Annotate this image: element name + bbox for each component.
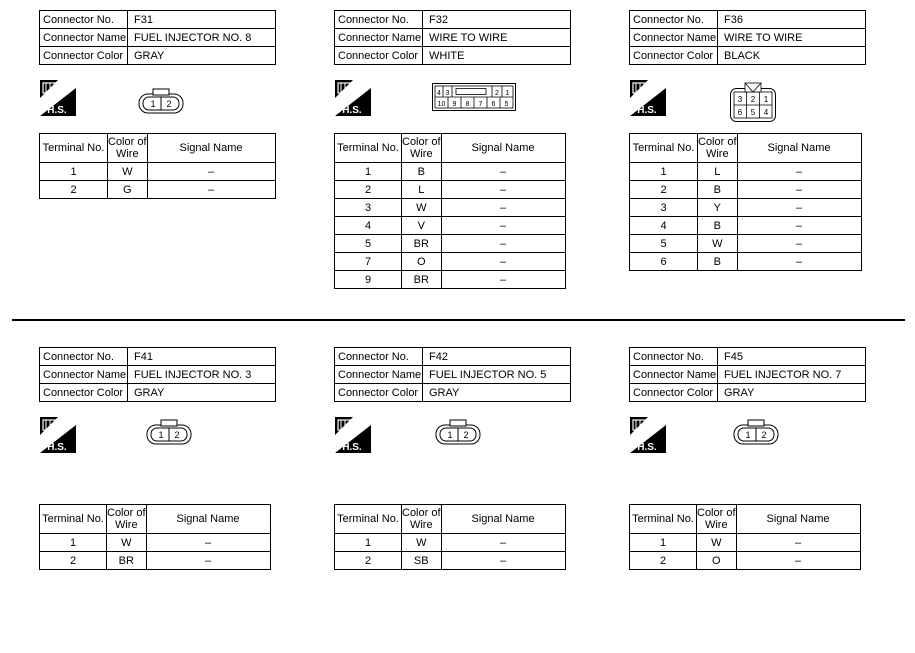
connector-block-f42 xyxy=(334,347,571,402)
table-row: 2 O – xyxy=(630,552,861,570)
connector-info-table xyxy=(39,10,276,65)
terminal-table-block xyxy=(334,133,566,289)
pin-label: 2 xyxy=(750,95,756,104)
hs-badge-text: H.S. xyxy=(47,442,67,453)
connector-name-label: Connector Name xyxy=(335,366,423,384)
terminal-table xyxy=(334,504,566,570)
pin-label: 9 xyxy=(452,101,457,108)
connector-name-value: FUEL INJECTOR NO. 7 xyxy=(718,366,866,384)
pin-label: 2 xyxy=(761,430,767,440)
terminal-table-block xyxy=(629,133,862,271)
terminal-table-block xyxy=(39,133,276,199)
table-row: 6 B – xyxy=(630,253,862,271)
pin-label: 5 xyxy=(750,108,756,117)
color-of-wire-header: Color of Wire xyxy=(402,134,442,163)
color-of-wire-header: Color of Wire xyxy=(402,505,442,534)
connector-no-label: Connector No. xyxy=(335,11,423,29)
terminal-table xyxy=(629,133,862,271)
connector-no-value: F42 xyxy=(423,348,571,366)
table-row: 2 G – xyxy=(40,181,276,199)
pin-label: 2 xyxy=(463,430,469,440)
connector-no-value: F31 xyxy=(128,11,276,29)
connector-face-10pin-icon xyxy=(432,83,516,111)
pin-label: 3 xyxy=(445,90,450,97)
connector-color-label: Connector Color xyxy=(630,384,718,402)
connector-face-6pin-icon xyxy=(730,82,776,122)
table-row: 2 SB – xyxy=(335,552,566,570)
connector-no-label: Connector No. xyxy=(40,11,128,29)
table-row: 1 W – xyxy=(40,534,271,552)
signal-name-header: Signal Name xyxy=(736,505,860,534)
pin-label: 3 xyxy=(737,95,743,104)
terminal-table xyxy=(629,504,861,570)
table-row: 3 W – xyxy=(335,199,566,217)
connector-name-value: FUEL INJECTOR NO. 3 xyxy=(128,366,276,384)
connector-name-label: Connector Name xyxy=(630,29,718,47)
connector-block-f41 xyxy=(39,347,276,402)
terminal-no-header: Terminal No. xyxy=(335,505,402,534)
connector-no-label: Connector No. xyxy=(630,348,718,366)
terminal-no-header: Terminal No. xyxy=(335,134,402,163)
hs-harness-side-icon xyxy=(40,80,76,116)
connector-name-label: Connector Name xyxy=(40,366,128,384)
pin-label: 6 xyxy=(491,101,496,108)
connector-color-label: Connector Color xyxy=(630,47,718,65)
terminal-table xyxy=(39,504,271,570)
pin-label: 1 xyxy=(763,95,769,104)
pin-label: 1 xyxy=(505,90,510,97)
connector-name-label: Connector Name xyxy=(630,366,718,384)
connector-block-f32 xyxy=(334,10,571,65)
connector-block-f31 xyxy=(39,10,276,65)
table-row: 1 W – xyxy=(630,534,861,552)
connector-color-value: GRAY xyxy=(128,47,276,65)
pin-label: 1 xyxy=(150,99,156,109)
connector-name-label: Connector Name xyxy=(40,29,128,47)
terminal-no-header: Terminal No. xyxy=(40,505,107,534)
connector-block-f45 xyxy=(629,347,866,402)
table-row: 4 B – xyxy=(630,217,862,235)
terminal-no-header: Terminal No. xyxy=(630,134,698,163)
signal-name-header: Signal Name xyxy=(441,505,565,534)
connector-color-value: WHITE xyxy=(423,47,571,65)
connector-info-table xyxy=(334,347,571,402)
hs-harness-side-icon xyxy=(335,417,371,453)
connector-face-2pin-icon xyxy=(146,419,192,445)
table-row: 4 V – xyxy=(335,217,566,235)
terminal-table-block xyxy=(334,504,566,570)
color-of-wire-header: Color of Wire xyxy=(697,505,737,534)
color-of-wire-header: Color of Wire xyxy=(107,505,147,534)
connector-color-value: GRAY xyxy=(718,384,866,402)
signal-name-header: Signal Name xyxy=(147,134,275,163)
connector-info-table xyxy=(39,347,276,402)
color-of-wire-header: Color of Wire xyxy=(698,134,738,163)
connector-face-2pin-icon xyxy=(435,419,481,445)
terminal-table xyxy=(39,133,276,199)
connector-color-label: Connector Color xyxy=(40,47,128,65)
pin-label: 10 xyxy=(437,101,446,108)
terminal-no-header: Terminal No. xyxy=(630,505,697,534)
pin-label: 2 xyxy=(166,99,172,109)
connector-color-value: BLACK xyxy=(718,47,866,65)
pin-label: 4 xyxy=(763,108,769,117)
table-row: 1 W – xyxy=(335,534,566,552)
connector-color-label: Connector Color xyxy=(40,384,128,402)
connector-no-label: Connector No. xyxy=(335,348,423,366)
table-row: 2 L – xyxy=(335,181,566,199)
hs-badge-text: H.S. xyxy=(342,442,362,453)
connector-info-table xyxy=(629,10,866,65)
connector-no-value: F41 xyxy=(128,348,276,366)
connector-name-value: FUEL INJECTOR NO. 5 xyxy=(423,366,571,384)
connector-no-value: F32 xyxy=(423,11,571,29)
table-row: 2 B – xyxy=(630,181,862,199)
connector-info-table xyxy=(629,347,866,402)
hs-harness-side-icon xyxy=(40,417,76,453)
table-row: 1 W – xyxy=(40,163,276,181)
table-row: 5 W – xyxy=(630,235,862,253)
pin-label: 1 xyxy=(158,430,164,440)
connector-block-f36 xyxy=(629,10,866,65)
connector-color-value: GRAY xyxy=(423,384,571,402)
pin-label: 6 xyxy=(737,108,743,117)
connector-color-label: Connector Color xyxy=(335,384,423,402)
hs-harness-side-icon xyxy=(335,80,371,116)
connector-name-value: WIRE TO WIRE xyxy=(718,29,866,47)
connector-name-label: Connector Name xyxy=(335,29,423,47)
table-row: 3 Y – xyxy=(630,199,862,217)
pin-label: 2 xyxy=(174,430,180,440)
pin-label: 1 xyxy=(447,430,453,440)
hs-badge-text: H.S. xyxy=(342,105,362,116)
terminal-table-block xyxy=(629,504,861,570)
connector-name-value: FUEL INJECTOR NO. 8 xyxy=(128,29,276,47)
signal-name-header: Signal Name xyxy=(441,134,565,163)
pin-label: 4 xyxy=(437,90,441,97)
pin-label: 1 xyxy=(745,430,751,440)
pin-label: 2 xyxy=(495,90,499,97)
connector-name-value: WIRE TO WIRE xyxy=(423,29,571,47)
terminal-no-header: Terminal No. xyxy=(40,134,108,163)
table-row: 9 BR – xyxy=(335,271,566,289)
connector-no-label: Connector No. xyxy=(40,348,128,366)
hs-harness-side-icon xyxy=(630,80,666,116)
hs-badge-text: H.S. xyxy=(637,442,657,453)
connector-color-value: GRAY xyxy=(128,384,276,402)
terminal-table-block xyxy=(39,504,271,570)
pin-label: 7 xyxy=(478,101,483,108)
hs-harness-side-icon xyxy=(630,417,666,453)
table-row: 2 BR – xyxy=(40,552,271,570)
connector-no-value: F45 xyxy=(718,348,866,366)
pin-label: 5 xyxy=(504,101,509,108)
table-row: 1 L – xyxy=(630,163,862,181)
table-row: 7 O – xyxy=(335,253,566,271)
signal-name-header: Signal Name xyxy=(146,505,270,534)
connector-face-2pin-icon xyxy=(733,419,779,445)
color-of-wire-header: Color of Wire xyxy=(108,134,148,163)
connector-color-label: Connector Color xyxy=(335,47,423,65)
table-row: 1 B – xyxy=(335,163,566,181)
connector-no-label: Connector No. xyxy=(630,11,718,29)
section-divider xyxy=(12,319,905,321)
connector-info-table xyxy=(334,10,571,65)
hs-badge-text: H.S. xyxy=(47,105,67,116)
pin-label: 8 xyxy=(465,101,470,108)
hs-badge-text: H.S. xyxy=(637,105,657,116)
table-row: 5 BR – xyxy=(335,235,566,253)
connector-face-2pin-icon xyxy=(138,88,184,114)
signal-name-header: Signal Name xyxy=(737,134,861,163)
terminal-table xyxy=(334,133,566,289)
connector-no-value: F36 xyxy=(718,11,866,29)
